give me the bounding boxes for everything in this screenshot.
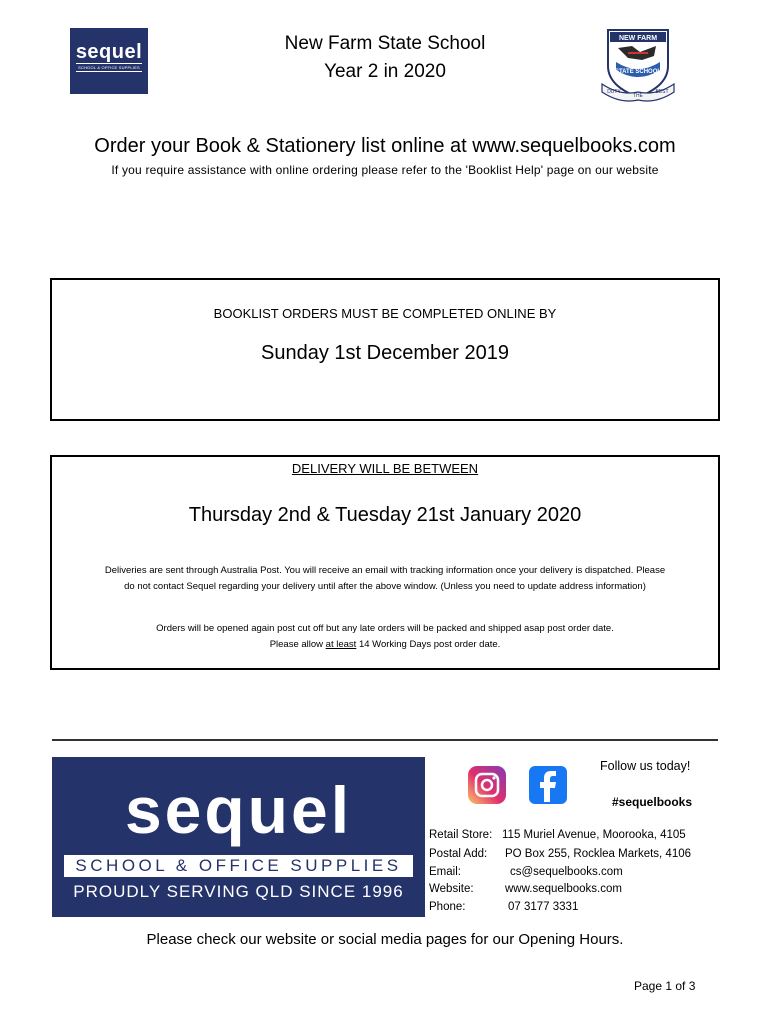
crest-band-text: STATE SCHOOL — [614, 69, 662, 75]
contact-value: 115 Muriel Avenue, Moorooka, 4105 — [502, 829, 686, 841]
contact-label: Email: — [429, 866, 461, 878]
school-title — [185, 30, 585, 86]
banner-supplies: SCHOOL & OFFICE SUPPLIES — [64, 855, 413, 877]
allow-days-line — [102, 637, 668, 653]
deadline-label: BOOKLIST ORDERS MUST BE COMPLETED ONLINE BY — [213, 306, 557, 321]
banner-word: sequel — [124, 773, 353, 847]
contact-email — [429, 866, 623, 878]
delivery-dates: Thursday 2nd & Tuesday 21st January 2020 — [188, 504, 582, 526]
allow-pre: Please allow — [269, 639, 326, 650]
order-subtext: If you require assistance with online ordering please refer to the 'Booklist Help' page on our website — [111, 163, 659, 177]
hashtag: #sequelbooks — [612, 795, 693, 809]
school-name: New Farm State School — [284, 33, 486, 54]
sequel-logo-small — [70, 28, 148, 94]
facebook-icon[interactable] — [528, 766, 568, 804]
contact-website — [429, 883, 622, 895]
sequel-banner — [52, 757, 425, 917]
page-number: Page 1 of 3 — [634, 979, 696, 993]
contact-label: Website: — [429, 883, 474, 895]
footer-divider — [52, 739, 718, 741]
school-year: Year 2 in 2020 — [324, 61, 446, 82]
banner-serving: PROUDLY SERVING QLD SINCE 1996 — [73, 882, 404, 901]
contact-label: Phone: — [429, 901, 466, 913]
contact-retail — [429, 829, 686, 841]
crest-scroll-right: BEST — [655, 89, 669, 95]
crest-scroll-mid: THE — [633, 93, 643, 99]
logo-rule-bottom — [76, 71, 142, 72]
contact-phone — [429, 901, 578, 913]
delivery-heading: DELIVERY WILL BE BETWEEN — [291, 461, 479, 476]
allow-post: 14 Working Days post order date. — [356, 639, 501, 650]
contact-label: Postal Add: — [429, 848, 488, 860]
logo-word: sequel — [75, 41, 143, 63]
crest-scroll-left: DUTY — [607, 89, 621, 95]
contact-label: Retail Store: — [429, 829, 493, 841]
delivery-info: Deliveries are sent through Australia Post. You will receive an email with tracking information once your delivery is dispatched. Please do not contact Sequel regarding your delivery until after the above window. (Unless you need to update address information) — [104, 565, 666, 592]
logo-rule — [76, 63, 142, 64]
contact-value: cs@sequelbooks.com — [510, 866, 623, 878]
deadline-box — [50, 278, 720, 421]
crest-top-text: NEW FARM — [618, 35, 658, 42]
contact-value: PO Box 255, Rocklea Markets, 4106 — [505, 848, 692, 860]
contact-value: 07 3177 3331 — [508, 901, 579, 913]
delivery-box — [50, 455, 720, 670]
order-heading: Order your Book & Stationery list online at www.sequelbooks.com — [94, 135, 676, 157]
logo-sub: SCHOOL & OFFICE SUPPLIES — [78, 65, 140, 70]
contact-postal — [429, 848, 691, 860]
follow-us: Follow us today! — [600, 759, 691, 773]
deadline-date: Sunday 1st December 2019 — [261, 342, 509, 364]
late-orders-info — [102, 621, 668, 653]
late-orders-line: Orders will be opened again post cut off but any late orders will be packed and shipped asap post order date. — [156, 623, 614, 634]
allow-underline: at least — [325, 639, 357, 650]
school-crest-icon — [598, 26, 678, 104]
opening-hours-note: Please check our website or social media pages for our Opening Hours. — [146, 931, 624, 948]
contact-value: www.sequelbooks.com — [505, 883, 622, 895]
instagram-icon[interactable] — [466, 766, 508, 804]
